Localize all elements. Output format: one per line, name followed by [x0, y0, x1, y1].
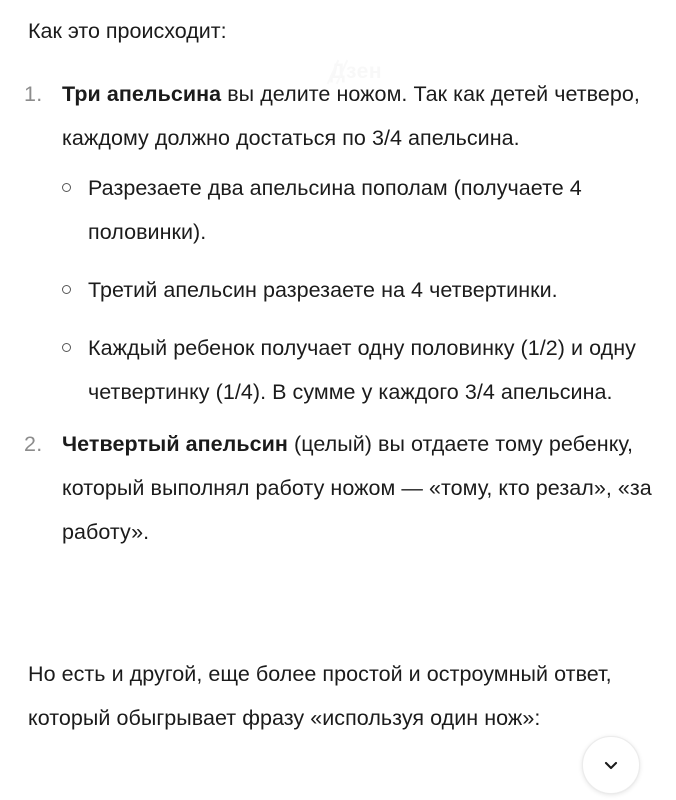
sub-list-item-text: Каждый ребенок получает одну половинку (1/2) и одну четвертинку (1/4). В сумме у каждого 3/4 апельсина.	[88, 336, 636, 404]
bullet-circle-icon	[62, 343, 71, 352]
chevron-down-icon	[601, 755, 621, 775]
sub-list-item-text: Третий апельсин разрезаете на 4 четвертинки.	[88, 278, 558, 302]
sub-list-item	[62, 166, 654, 254]
list-item-marker: 2.	[24, 432, 43, 456]
list-item-body: вы делите ножом. Так как детей четверо, каждому должно достаться по 3/4 апельсина.	[62, 82, 640, 150]
watermark-label: Дзен	[330, 60, 383, 83]
closing-paragraph: Но есть и другой, еще более простой и остроумный ответ, который обыгрывает фразу «используя один нож»:	[28, 662, 612, 730]
list-item	[0, 422, 676, 554]
ordered-list	[0, 72, 676, 554]
list-item-bold-lead: Три апельсина	[62, 82, 222, 106]
expand-article-button[interactable]	[582, 736, 640, 794]
list-item-text	[62, 422, 654, 554]
bullet-circle-icon	[62, 183, 71, 192]
sub-list-item-text: Разрезаете два апельсина пополам (получаете 4 половинки).	[88, 176, 582, 244]
list-item	[0, 72, 676, 414]
list-item-marker: 1.	[24, 82, 43, 106]
list-item-body: (целый) вы отдаете тому ребенку, который выполнял работу ножом — «тому, кто резал», «за работу».	[62, 432, 652, 544]
article-intro: Как это происходит:	[28, 19, 227, 43]
bullet-circle-icon	[62, 285, 71, 294]
sub-list-item	[62, 268, 654, 312]
sub-list-item	[62, 326, 654, 414]
list-item-text	[62, 72, 654, 414]
list-item-bold-lead: Четвертый апельсин	[62, 432, 288, 456]
sub-list	[62, 166, 654, 414]
